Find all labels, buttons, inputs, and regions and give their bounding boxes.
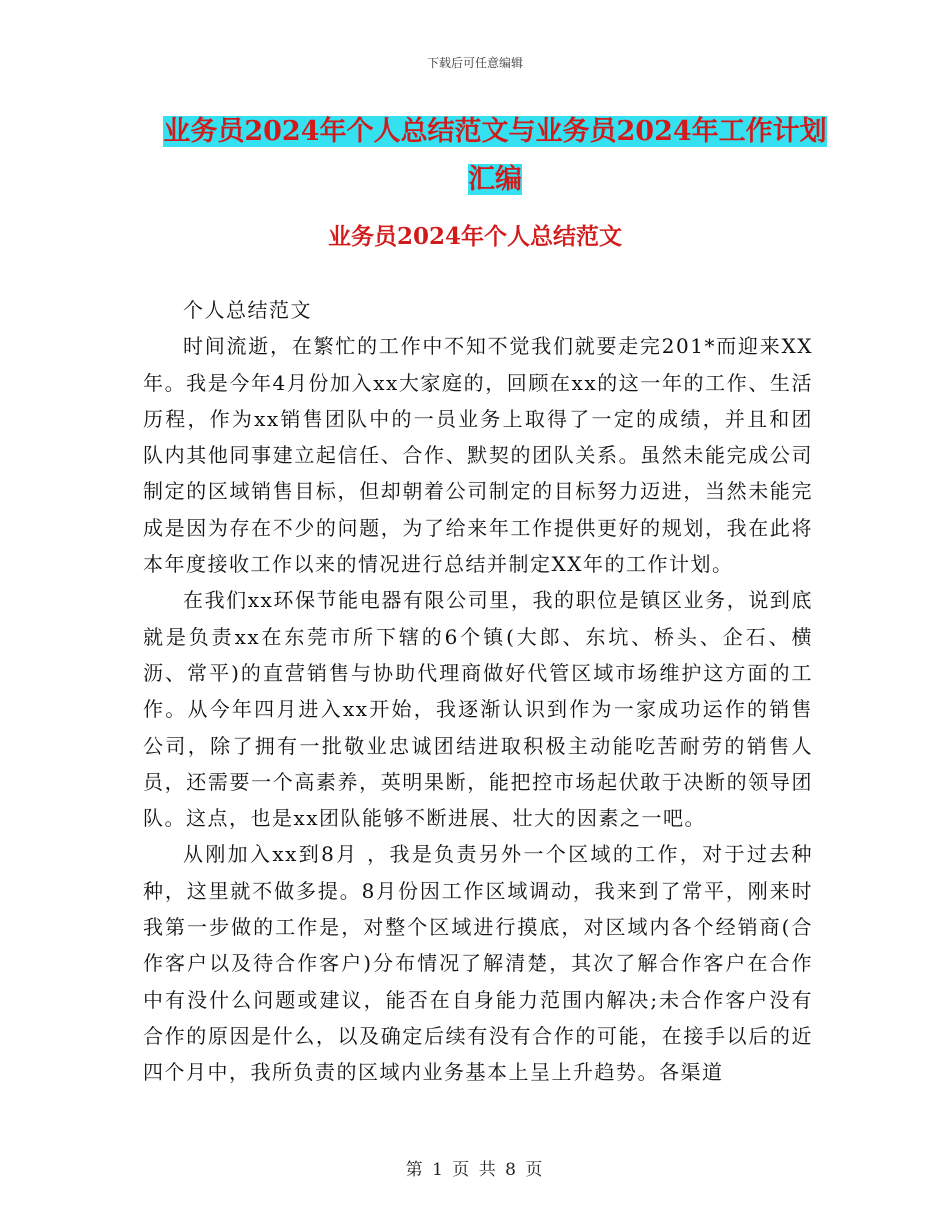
- document-title: [150, 108, 840, 204]
- document-title-text: 业务员2024年个人总结范文与业务员2024年工作计划汇编: [163, 116, 827, 195]
- document-body: [143, 292, 813, 1091]
- paragraph: 时间流逝，在繁忙的工作中不知不觉我们就要走完201*而迎来XX年。我是今年4月份加入xx大家庭的，回顾在xx的这一年的工作、生活历程，作为xx销售团队中的一员业务上取得了一定的成绩，并且和团队内其他同事建立起信任、合作、默契的团队关系。虽然未能完成公司制定的区域销售目标，但却朝着公司制定的目标努力迈进，当然未能完成是因为存在不少的问题，为了给来年工作提供更好的规划，我在此将本年度接收工作以来的情况进行总结并制定XX年的工作计划。: [143, 334, 813, 577]
- paragraph-heading: 个人总结范文: [183, 298, 312, 322]
- section-title: 业务员2024年个人总结范文: [327, 223, 622, 250]
- page-indicator: 第 1 页 共 8 页: [405, 1160, 545, 1180]
- header-note: 下载后可任意编辑: [426, 56, 523, 70]
- paragraph: 从刚加入xx到8月 ，我是负责另外一个区域的工作，对于过去种种，这里就不做多提。8月份因工作区域调动，我来到了常平，刚来时我第一步做的工作是，对整个区域进行摸底，对区域内各个经销商(合作客户以及待合作客户)分布情况了解清楚，其次了解合作客户在合作中有没什么问题或建议，能否在自身能力范围内解决;未合作客户没有合作的原因是什么，以及确定后续有没有合作的可能，在接手以后的近四个月中，我所负责的区域内业务基本上呈上升趋势。各渠道: [143, 842, 813, 1085]
- paragraph: 在我们xx环保节能电器有限公司里，我的职位是镇区业务，说到底就是负责xx在东莞市所下辖的6个镇(大郎、东坑、桥头、企石、横沥、常平)的直营销售与协助代理商做好代管区域市场维护这方面的工作。从今年四月进入xx开始，我逐渐认识到作为一家成功运作的销售公司，除了拥有一批敬业忠诚团结进取积极主动能吃苦耐劳的销售人员，还需要一个高素养，英明果断，能把控市场起伏敢于决断的领导团队。这点，也是xx团队能够不断进展、壮大的因素之一吧。: [143, 588, 813, 831]
